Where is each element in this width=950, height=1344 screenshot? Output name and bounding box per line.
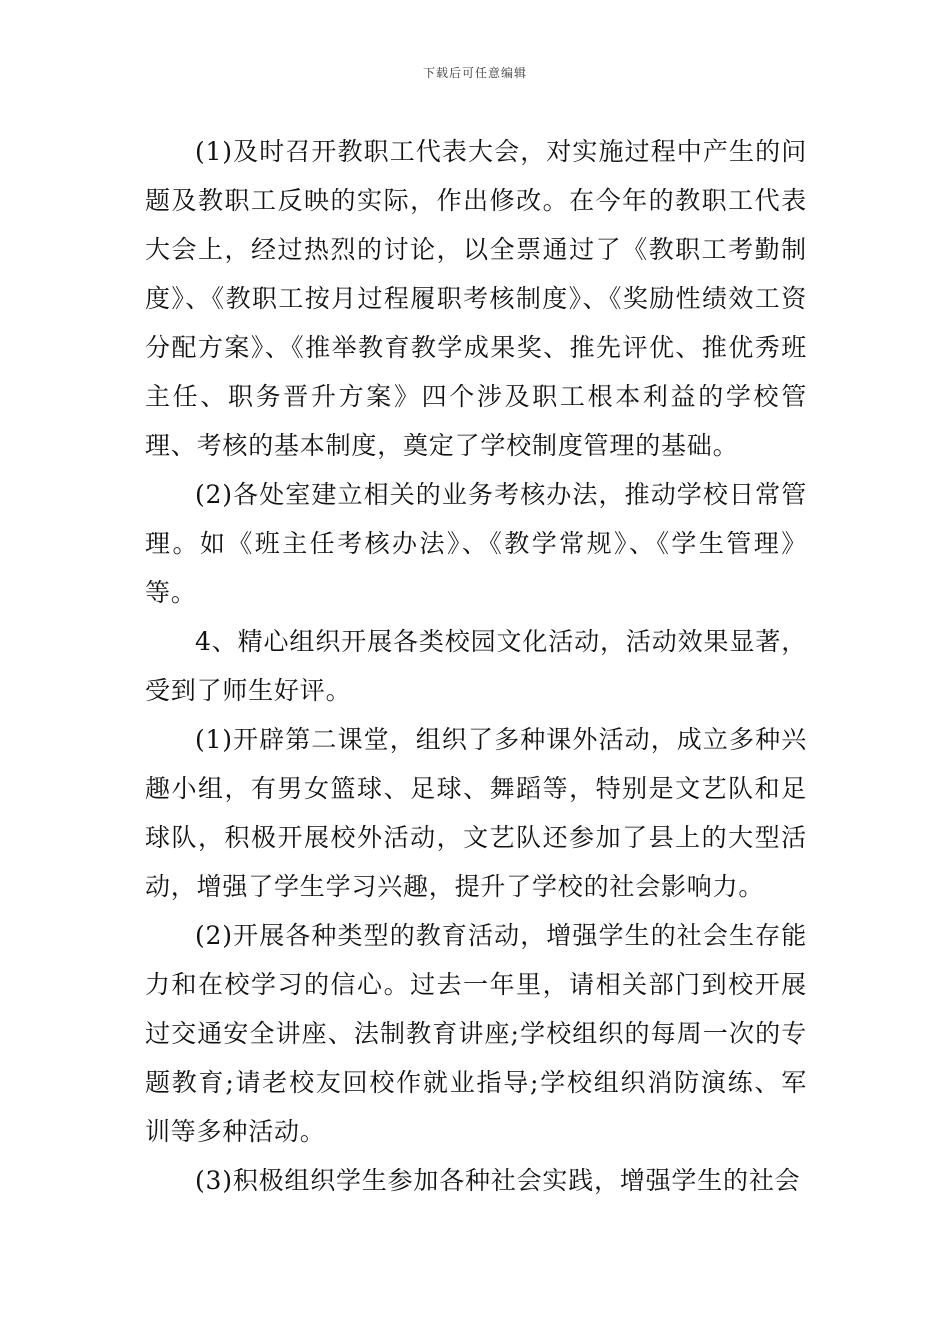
paragraph-4: (1)开辟第二课堂，组织了多种课外活动，成立多种兴趣小组，有男女篮球、足球、舞蹈等，特别是文艺队和足球队，积极开展校外活动，文艺队还参加了县上的大型活动，增强了学生学习兴趣，提升了学校的社会影响力。 (145, 725, 807, 901)
paragraph-6: (3)积极组织学生参加各种社会实践，增强学生的社会 (195, 1166, 801, 1195)
paragraph-2: (2)各处室建立相关的业务考核办法，推动学校日常管理。如《班主任考核办法》、《教学常规》、《学生管理》等。 (145, 480, 807, 607)
paragraph-5: (2)开展各种类型的教育活动，增强学生的社会生存能力和在校学习的信心。过去一年里，请相关部门到校开展过交通安全讲座、法制教育讲座;学校组织的每周一次的专题教育;请老校友回校作就业指导;学校组织消防演练、军训等多种活动。 (145, 921, 807, 1146)
paragraph-1: (1)及时召开教职工代表大会，对实施过程中产生的问题及教职工反映的实际，作出修改。在今年的教职工代表大会上，经过热烈的讨论，以全票通过了《教职工考勤制度》、《教职工按月过程履职考核制度》、《奖励性绩效工资分配方案》、《推举教育教学成果奖、推先评优、推优秀班主任、职务晋升方案》四个涉及职工根本利益的学校管理、考核的基本制度，奠定了学校制度管理的基础。 (145, 137, 807, 460)
paragraph-3: 4、精心组织开展各类校园文化活动，活动效果显著，受到了师生好评。 (145, 627, 807, 705)
document-body (145, 127, 807, 1205)
page-header-note: 下载后可任意编辑 (422, 66, 527, 80)
